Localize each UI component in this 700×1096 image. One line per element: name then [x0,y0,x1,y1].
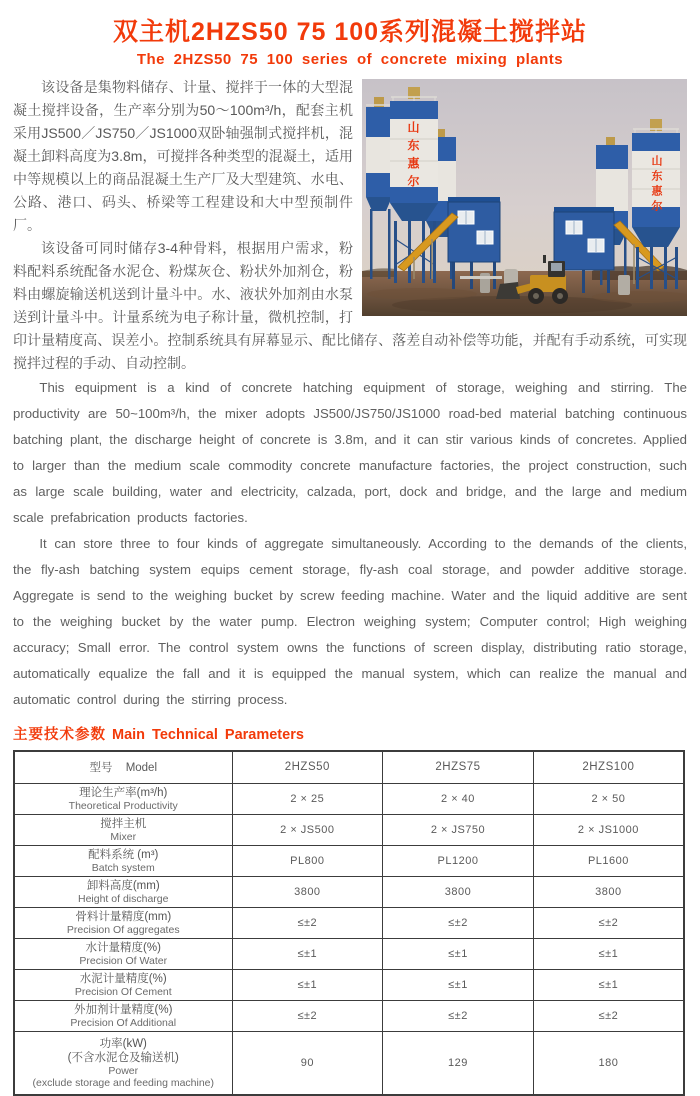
param-value: 90 [232,1031,383,1095]
param-value: 3800 [232,876,383,907]
table-row [14,876,684,907]
param-value: ≤±2 [232,907,383,938]
param-value: ≤±1 [232,938,383,969]
table-row [14,845,684,876]
param-value: 180 [533,1031,684,1095]
silo-brand-text-left: 山东惠尔 [406,121,420,193]
param-value: ≤±1 [383,969,534,1000]
technical-parameters-table [13,750,685,1096]
param-label: 搅拌主机 Mixer [14,814,232,845]
param-value: 2 × 25 [232,783,383,814]
page-subtitle: The 2HZS50 75 100 series of concrete mixing plants [136,51,564,68]
table-row [14,814,684,845]
param-label: 水计量精度(%) Precision Of Water [14,938,232,969]
param-value: ≤±2 [533,1000,684,1031]
table-row [14,907,684,938]
param-value: 3800 [383,876,534,907]
intro-section [13,76,687,713]
param-value: ≤±2 [232,1000,383,1031]
intro-paragraph-zh-1: 该设备是集物料储存、计量、搅拌于一体的大型混凝土搅拌设备，生产率分别为50～100m³/h，配套主机采用JS500／JS750／JS1000双卧轴强制式搅拌机，混凝土卸料高度为3.8m，可搅拌各种类型的混凝土，适用中等规模以上的商品混凝土生产厂及大型建筑、水电、公路、港口、码头、桥梁等工程建设和大中型预制件厂。 [13,79,353,233]
batching-plant-illustration [362,79,687,316]
param-value: ≤±2 [533,907,684,938]
param-value: 2HZS50 [232,751,383,783]
intro-paragraph-en-1: This equipment is a kind of concrete hatching equipment of storage, weighing and stirring. The productivity are 50~100m³/h, the mixer adopts JS500/JS750/JS1000 road-bed material batching continuous batching plant, the discharge height of concrete is 3.8m, and it can stir various kinds of concretes. Applied to larger than the medium scale commodity concrete manufacture factories, the project construction, such as large scale building, water and electricity, calzada, port, dock and bridge, and the large and medium scale prefabrication products factories. [13,380,687,525]
param-value: 2 × 40 [383,783,534,814]
param-value: ≤±1 [533,969,684,1000]
table-row-model [14,751,684,783]
param-value: 2 × JS1000 [533,814,684,845]
param-value: 3800 [533,876,684,907]
silo-brand-text-right: 山东惠尔 [650,155,662,215]
table-row [14,938,684,969]
table-row-power [14,1031,684,1095]
section-heading [13,723,687,744]
param-label: 配料系统 (m³) Batch system [14,845,232,876]
param-value: 129 [383,1031,534,1095]
table-row [14,1000,684,1031]
param-value: 2HZS100 [533,751,684,783]
param-value: 2HZS75 [383,751,534,783]
param-value: ≤±1 [383,938,534,969]
param-value: PL1600 [533,845,684,876]
param-label: 理论生产率(m³/h) Theoretical Productivity [14,783,232,814]
param-value: ≤±1 [232,969,383,1000]
param-value: 2 × JS750 [383,814,534,845]
intro-paragraph-zh-2: 该设备可同时储存3-4种骨料，根据用户需求，粉料配料系统配备水泥仓、粉煤灰仓、粉状外加剂仓，粉料由螺旋输送机送到计量斗中。水、液状外加剂由水泵送到计量斗中。计量系统为电子称计量，微机控制，打印计量精度高、误差小。控制系统具有屏幕显示、配比储存、落差自动补偿等功能，并配有手动系统，可实现搅拌过程的手动、自动控制。 [13,240,687,371]
param-value: ≤±1 [533,938,684,969]
table-row [14,783,684,814]
product-photo [362,79,687,316]
param-value: PL1200 [383,845,534,876]
param-value: 2 × JS500 [232,814,383,845]
param-label: 卸料高度(mm) Height of discharge [14,876,232,907]
intro-paragraph-en-2: It can store three to four kinds of aggregate simultaneously. According to the demands of the clients, the fly-ash batching system equips cement storage, fly-ash coal storage, and powder additive storage. Aggregate is send to the weighing bucket by screw feeding machine. Water and the liquid additive are sent to the weighing bucket by the water pump. Electron weighing system; Computer control; High weighing accuracy; Small error. The control system owns the functions of screen display, distributing ratio storage, automatically equalize the fall and it is equipped the manual system, which can realize the manual and automatic control during the stirring process. [13,536,687,707]
param-label: 水泥计量精度(%) Precision Of Cement [14,969,232,1000]
section-heading-en: Main Technical Parameters [112,727,304,743]
param-value: ≤±2 [383,1000,534,1031]
param-label: 骨料计量精度(mm) Precision Of aggregates [14,907,232,938]
param-label: 外加剂计量精度(%) Precision Of Additional [14,1000,232,1031]
table-row [14,969,684,1000]
page-title: 双主机2HZS50 75 100系列混凝土搅拌站 [112,18,588,46]
param-value: 2 × 50 [533,783,684,814]
param-label: 功率(kW) (不含水泥仓及输送机) Power (exclude storage and feeding machine) [14,1031,232,1095]
param-label: 型号 Model [14,751,232,783]
section-heading-zh: 主要技术参数 [13,727,106,743]
param-value: ≤±2 [383,907,534,938]
param-value: PL800 [232,845,383,876]
